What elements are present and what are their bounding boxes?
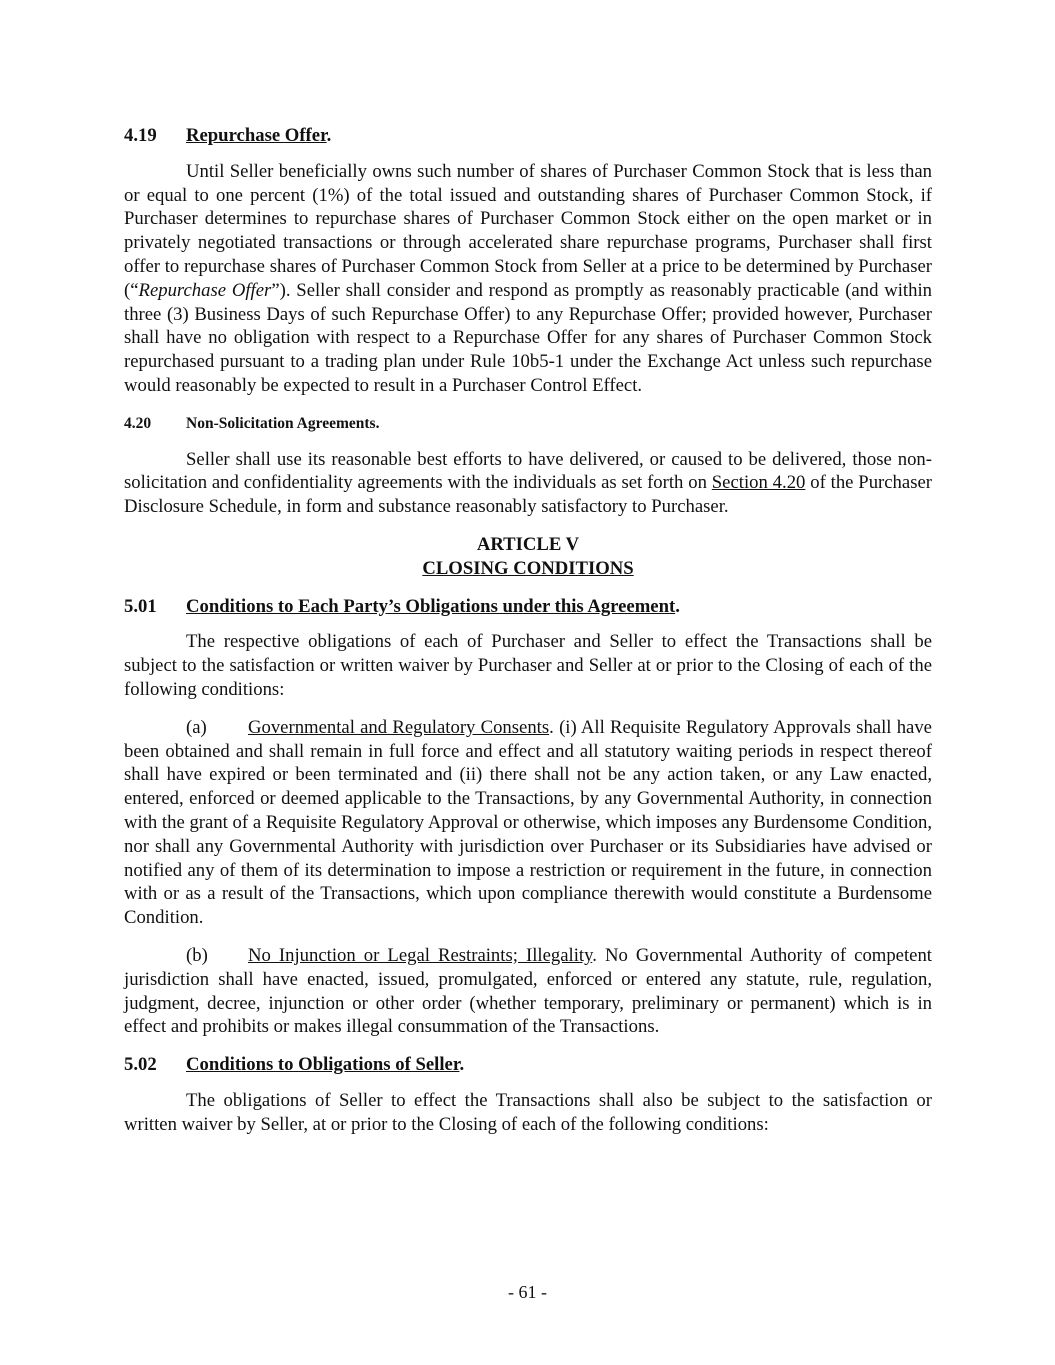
section-number: 5.01 — [124, 595, 157, 617]
section-number: 5.02 — [124, 1054, 157, 1076]
section-5-02-intro: The obligations of Seller to effect the Transactions shall also be subject to the satisfaction or written waiver by Seller, at or prior to the Closing of each of the following conditions: — [124, 1089, 932, 1135]
section-title: Conditions to Obligations of Seller — [186, 1054, 460, 1076]
section-4-19-paragraph: Until Seller beneficially owns such number of shares of Purchaser Common Stock that is less than or equal to one percent (1%) of the total issued and outstanding shares of Purchaser Common Stock, if Purchaser determines to repurchase shares of Purchaser Common Stock either on the open market or in privately negotiated transactions or through accelerated share repurchase programs, Purchaser shall first offer to repurchase shares of Purchaser Common Stock from Seller at a price to be determined by Purchaser (“Repurchase Offer”). Seller shall consider and respond as promptly as reasonably practicable (and within three (3) Business Days of such Repurchase Offer) to any Repurchase Offer; provided however, Purchaser shall have no obligation with respect to a Repurchase Offer for any shares of Purchaser Common Stock repurchased pursuant to a trading plan under Rule 10b5-1 under the Exchange Act unless such repurchase would reasonably be expected to result in a Purchaser Control Effect. — [124, 160, 932, 396]
section-5-01-intro: The respective obligations of each of Purchaser and Seller to effect the Transactions shall be subject to the satisfaction or written waiver by Purchaser and Seller at or prior to the Closing of each of the following conditions: — [124, 631, 932, 700]
section-title: Conditions to Each Party’s Obligations under this Agreement — [186, 595, 676, 617]
section-4-19-heading: 4.19 Repurchase Offer. — [124, 125, 332, 146]
section-number: 4.19 — [124, 125, 157, 146]
article-heading — [124, 533, 932, 581]
section-4-20-paragraph: Seller shall use its reasonable best efforts to have delivered, or caused to be delivered, those non-solicitation and confidentiality agreements with the individuals as set forth on Section 4.20 of the Purchaser Disclosure Schedule, in form and substance reasonably satisfactory to Purchaser. — [124, 448, 932, 518]
section-5-02-heading: 5.02 Conditions to Obligations of Seller. — [124, 1054, 465, 1076]
condition-title: Governmental and Regulatory Consents — [248, 716, 550, 738]
section-4-20-heading — [124, 412, 932, 436]
condition-a: (a) Governmental and Regulatory Consents. (i) All Requisite Regulatory Approvals shall have been obtained and shall remain in full force and effect and all statutory waiting periods in respect thereof shall have expired or been terminated and (ii) there shall not be any action taken, or any Law enacted, entered, enforced or deemed applicable to the Transactions, by any Governmental Authority, in connection with the grant of a Requisite Regulatory Approval or otherwise, which imposes any Burdensome Condition, nor shall any Governmental Authority with jurisdiction over Purchaser or its Subsidiaries have advised or notified any of them of its determination to impose a restriction or requirement in the future, in connection with or as a result of the Transactions, which upon compliance therewith would constitute a Burdensome Condition. — [124, 716, 932, 929]
condition-marker: (a) — [186, 716, 207, 738]
defined-term: Repurchase Offer — [138, 279, 272, 301]
page-number: - 61 - — [508, 1282, 547, 1302]
section-reference: Section 4.20 — [711, 472, 806, 494]
section-5-01-heading: 5.01 Conditions to Each Party’s Obligations under this Agreement. — [124, 595, 680, 617]
article-title: CLOSING CONDITIONS — [422, 557, 634, 579]
section-title: Non-Solicitation Agreements. — [186, 414, 380, 432]
document-page — [124, 124, 932, 1150]
condition-title: No Injunction or Legal Restraints; Illegality — [248, 944, 593, 966]
article-number: ARTICLE V — [476, 533, 580, 555]
section-number: 4.20 — [124, 414, 152, 432]
section-title: Repurchase Offer — [186, 125, 327, 146]
condition-b: (b) No Injunction or Legal Restraints; Illegality. No Governmental Authority of competent jurisdiction shall have enacted, issued, promulgated, enforced or entered any statute, rule, regulation, judgment, decree, injunction or other order (whether temporary, preliminary or permanent) which is in effect and prohibits or makes illegal consummation of the Transactions. — [124, 944, 933, 1038]
condition-marker: (b) — [186, 944, 208, 966]
